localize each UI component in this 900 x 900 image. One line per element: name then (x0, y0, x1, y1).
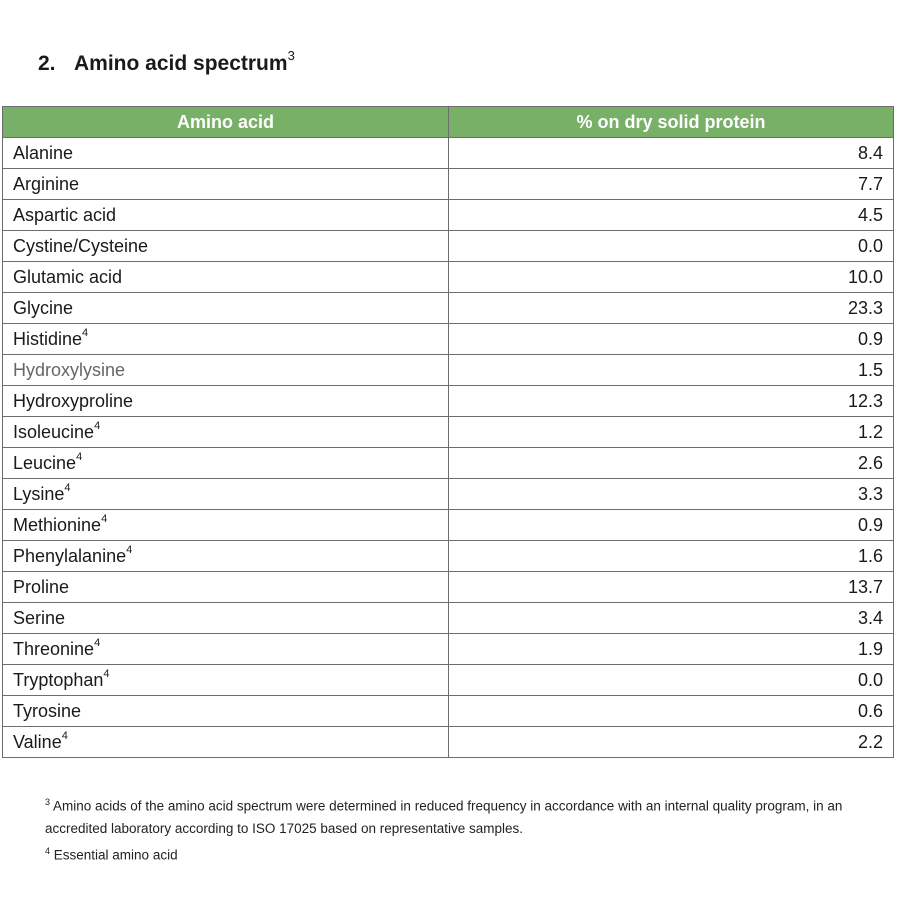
percent-value: 2.2 (449, 727, 894, 758)
amino-acid-name (3, 665, 449, 696)
percent-value: 4.5 (449, 200, 894, 231)
amino-acid-name (3, 231, 449, 262)
table-row (3, 727, 894, 758)
table-row (3, 324, 894, 355)
amino-acid-name (3, 448, 449, 479)
amino-acid-name (3, 138, 449, 169)
table-row (3, 572, 894, 603)
amino-acid-label: Lysine (13, 483, 65, 504)
table-row (3, 510, 894, 541)
essential-footnote-mark: 4 (61, 729, 68, 742)
footnote-3 (45, 791, 895, 840)
percent-value: 0.0 (449, 665, 894, 696)
amino-acid-name (3, 355, 449, 386)
amino-acid-name (3, 603, 449, 634)
percent-value: 1.2 (449, 417, 894, 448)
amino-acid-name (3, 324, 449, 355)
amino-acid-name (3, 262, 449, 293)
percent-value: 0.9 (449, 510, 894, 541)
table-row (3, 696, 894, 727)
amino-acid-name (3, 696, 449, 727)
table-row (3, 355, 894, 386)
essential-footnote-mark: 4 (103, 667, 110, 680)
percent-value: 10.0 (449, 262, 894, 293)
amino-acid-label: Tyrosine (13, 700, 82, 721)
essential-footnote-mark: 4 (64, 481, 71, 494)
amino-acid-label: Phenylalanine (13, 545, 127, 566)
table-row (3, 293, 894, 324)
table-row (3, 262, 894, 293)
amino-acid-label: Alanine (13, 142, 74, 163)
section-heading (38, 50, 295, 76)
table-row (3, 541, 894, 572)
percent-value: 13.7 (449, 572, 894, 603)
section-number: 2. (38, 52, 56, 75)
percent-value: 1.9 (449, 634, 894, 665)
table-row (3, 231, 894, 262)
section-title: Amino acid spectrum (74, 52, 288, 75)
amino-acid-label: Proline (13, 576, 70, 597)
amino-acid-name (3, 572, 449, 603)
amino-acid-label: Valine (13, 731, 62, 752)
percent-value: 0.6 (449, 696, 894, 727)
amino-acid-name (3, 169, 449, 200)
essential-footnote-mark: 4 (94, 636, 101, 649)
essential-footnote-mark: 4 (82, 326, 89, 339)
percent-value: 0.9 (449, 324, 894, 355)
table-row (3, 138, 894, 169)
essential-footnote-mark: 4 (76, 450, 83, 463)
footnote-4 (45, 840, 895, 867)
amino-acid-name (3, 510, 449, 541)
table-row (3, 417, 894, 448)
percent-value: 12.3 (449, 386, 894, 417)
table-row (3, 448, 894, 479)
amino-acid-name (3, 386, 449, 417)
amino-acid-name (3, 541, 449, 572)
essential-footnote-mark: 4 (94, 419, 101, 432)
essential-footnote-mark: 4 (126, 543, 133, 556)
column-header-amino-acid: Amino acid (3, 107, 449, 138)
amino-acid-label: Glycine (13, 297, 74, 318)
percent-value: 23.3 (449, 293, 894, 324)
percent-value: 0.0 (449, 231, 894, 262)
amino-acid-label: Tryptophan (13, 669, 104, 690)
table-row (3, 665, 894, 696)
table-row (3, 603, 894, 634)
amino-acid-label: Hydroxyproline (13, 390, 134, 411)
footnote-mark: 4 (45, 845, 51, 856)
footnote-text: Amino acids of the amino acid spectrum were determined in reduced frequency in accordance with an internal quality program, in an accredited laboratory according to ISO 17025 based on representative samples. (45, 798, 843, 836)
percent-value: 7.7 (449, 169, 894, 200)
percent-value: 1.6 (449, 541, 894, 572)
amino-acid-name (3, 200, 449, 231)
amino-acid-name (3, 417, 449, 448)
table-row (3, 386, 894, 417)
essential-footnote-mark: 4 (101, 512, 108, 525)
footnote-text: Essential amino acid (50, 847, 178, 862)
amino-acid-name (3, 479, 449, 510)
column-header-percent: % on dry solid protein (449, 107, 894, 138)
amino-acid-label: Isoleucine (13, 421, 95, 442)
amino-acid-label: Hydroxylysine (13, 359, 126, 380)
table-header-row (3, 107, 894, 138)
table-row (3, 634, 894, 665)
footnote-ref: 3 (287, 48, 295, 63)
amino-acid-label: Threonine (13, 638, 95, 659)
amino-acid-table (2, 106, 894, 758)
amino-acid-label: Aspartic acid (13, 204, 117, 225)
table-row (3, 169, 894, 200)
table-row (3, 479, 894, 510)
percent-value: 2.6 (449, 448, 894, 479)
footnotes (45, 791, 895, 866)
amino-acid-label: Arginine (13, 173, 80, 194)
percent-value: 1.5 (449, 355, 894, 386)
amino-acid-label: Cystine/Cysteine (13, 235, 149, 256)
amino-acid-label: Serine (13, 607, 66, 628)
amino-acid-label: Methionine (13, 514, 102, 535)
percent-value: 3.3 (449, 479, 894, 510)
footnote-mark: 3 (45, 797, 51, 807)
amino-acid-name (3, 293, 449, 324)
percent-value: 8.4 (449, 138, 894, 169)
amino-acid-name (3, 727, 449, 758)
table-row (3, 200, 894, 231)
amino-acid-label: Histidine (13, 328, 83, 349)
amino-acid-name (3, 634, 449, 665)
amino-acid-label: Leucine (13, 452, 77, 473)
percent-value: 3.4 (449, 603, 894, 634)
amino-acid-label: Glutamic acid (13, 266, 123, 287)
